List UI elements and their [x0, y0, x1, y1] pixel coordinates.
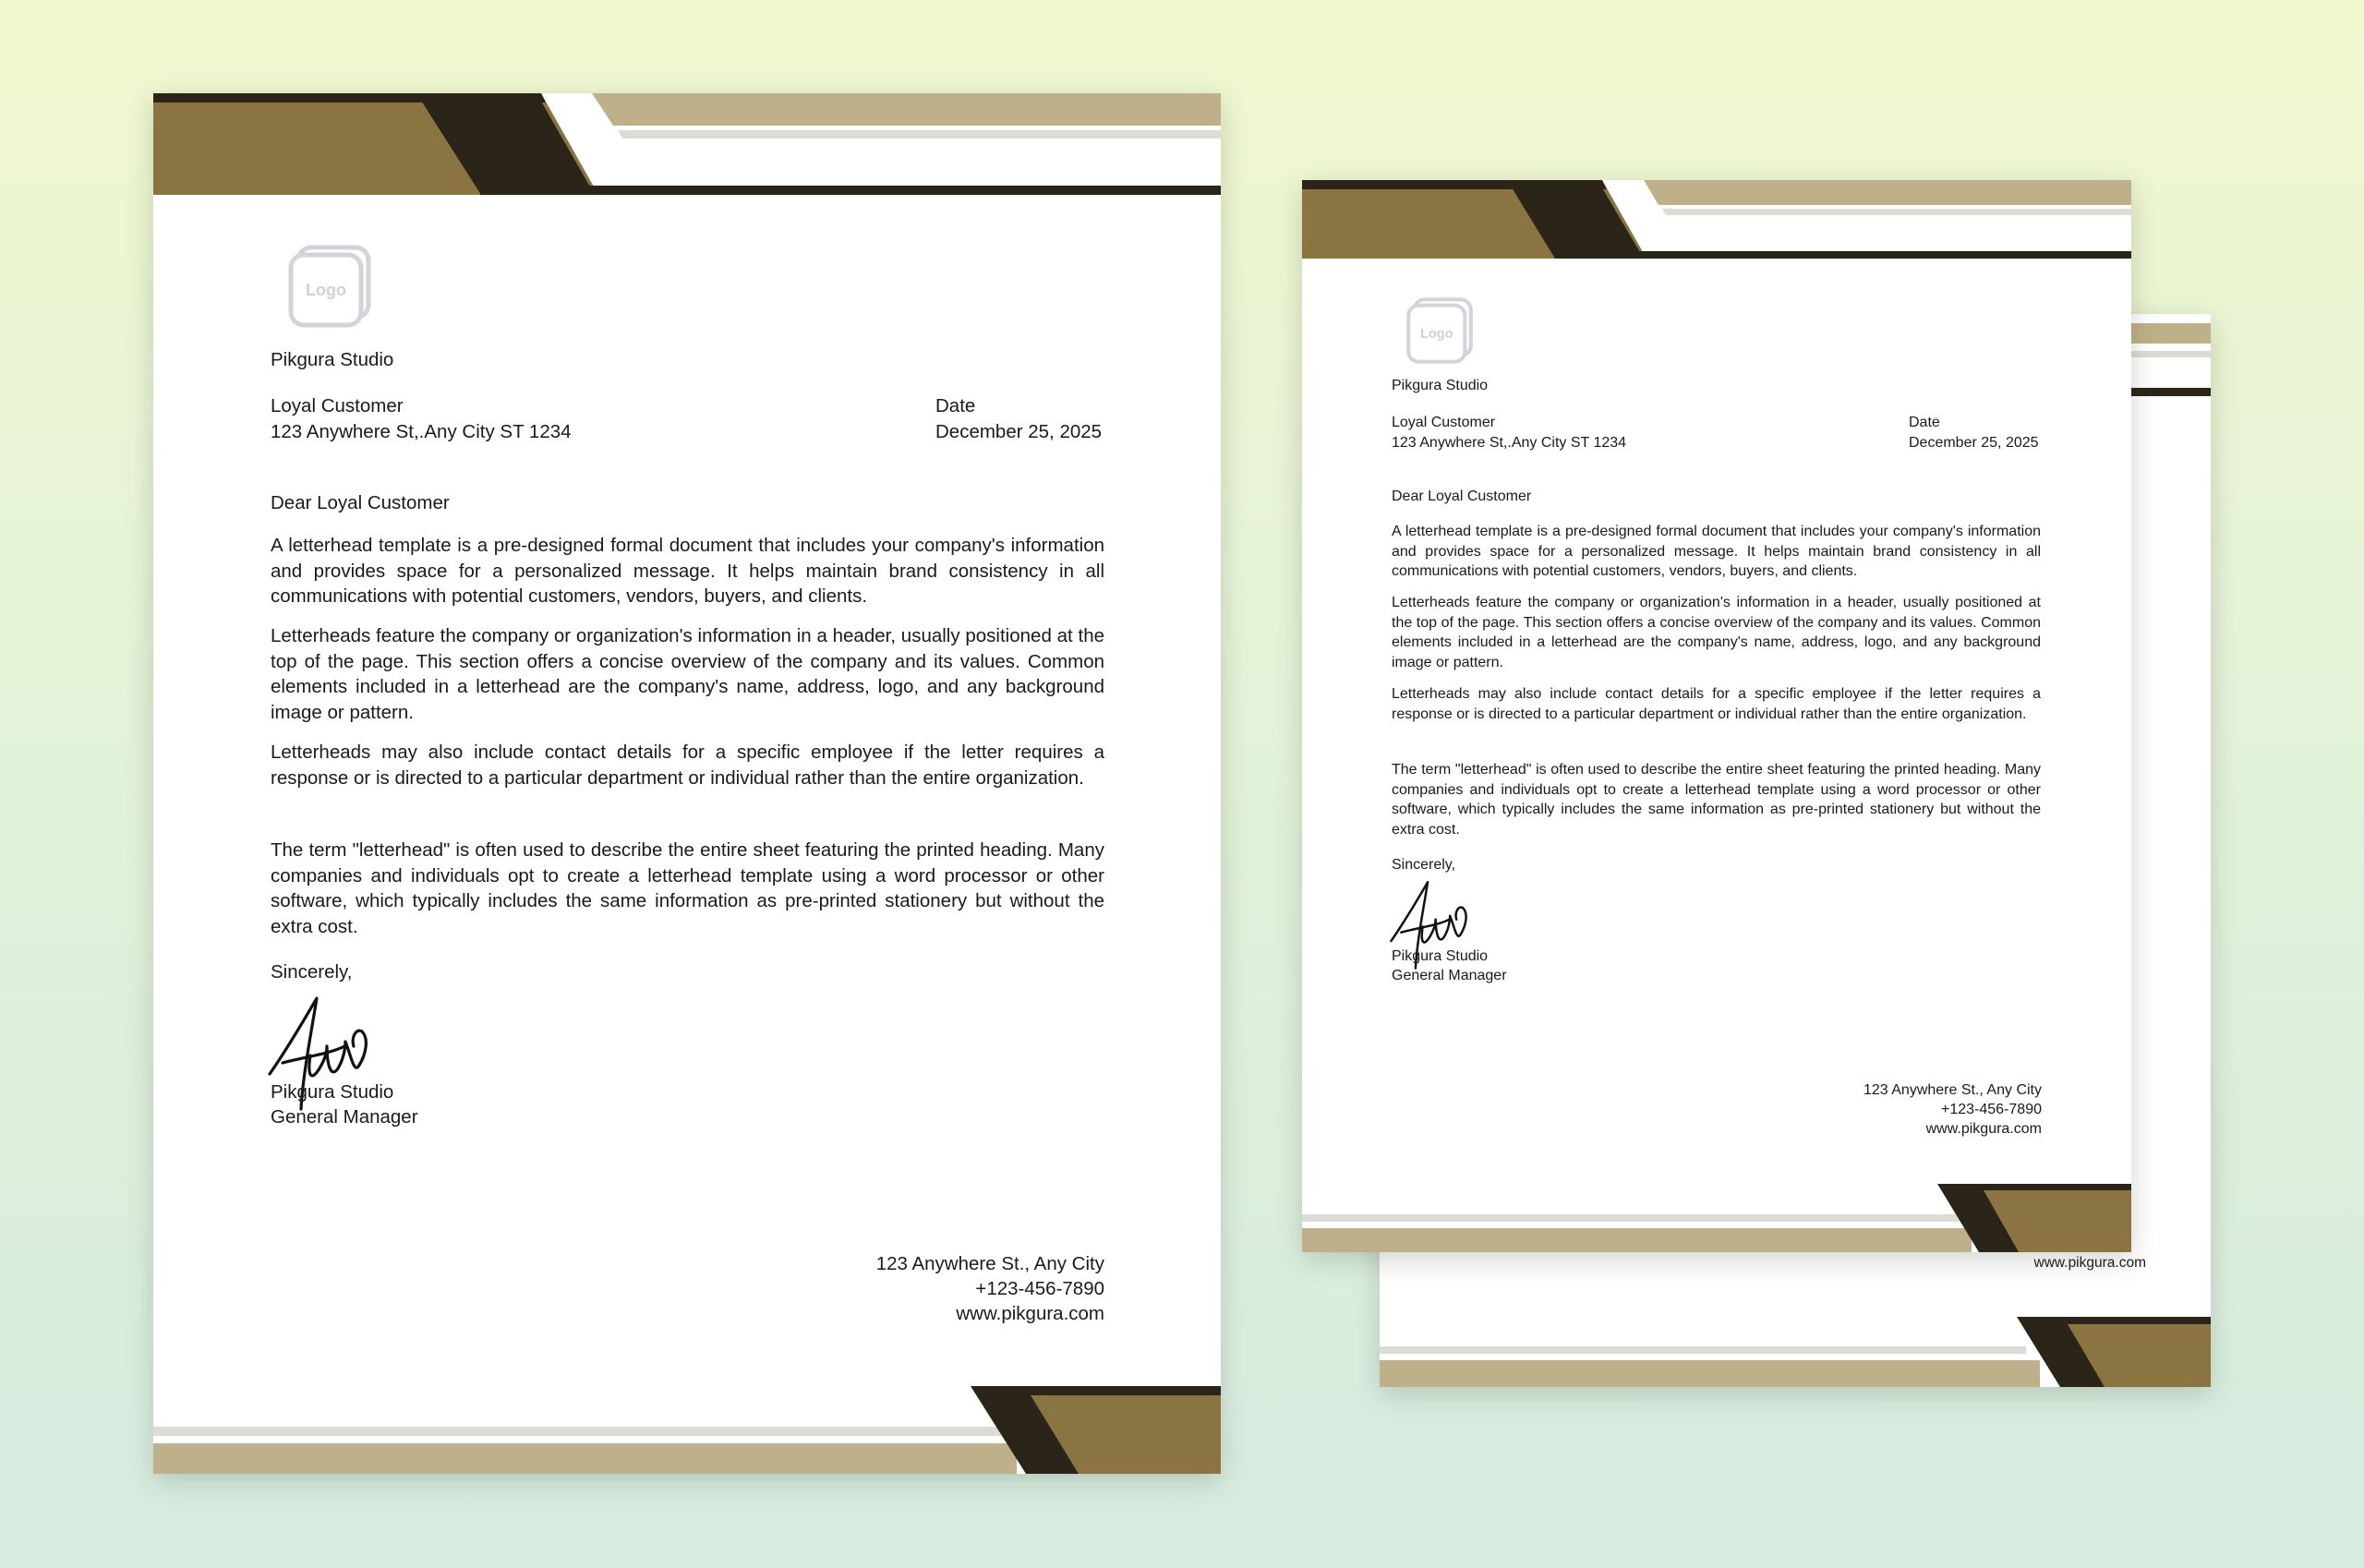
footer-phone: +123-456-7890	[975, 1278, 1104, 1299]
date-label: Date	[935, 395, 976, 416]
small-signer-title: General Manager	[1392, 968, 1507, 983]
recipient-name: Loyal Customer	[271, 395, 404, 416]
small-recipient-address: 123 Anywhere St,.Any City ST 1234	[1392, 435, 1627, 451]
letter-content	[153, 93, 1221, 1474]
logo-placeholder-icon	[287, 244, 372, 329]
recipient-address: 123 Anywhere St,.Any City ST 1234	[271, 421, 572, 442]
small-footer-website: www.pikgura.com	[1925, 1121, 2042, 1137]
small-salutation: Dear Loyal Customer	[1392, 488, 1532, 504]
svg-text:Logo: Logo	[306, 281, 346, 299]
small-letter-content	[1302, 180, 2131, 1252]
signer-company: Pikgura Studio	[271, 1081, 394, 1103]
body-paragraph-3: Letterheads may also include contact details for a specific employee if the letter requires a response or is directed to a particular department or individual rather than the entire organization.	[271, 742, 1104, 789]
footer-website: www.pikgura.com	[956, 1303, 1104, 1324]
company-name: Pikgura Studio	[271, 349, 394, 370]
back-footer-tan-band	[1380, 1360, 2040, 1387]
date-value: December 25, 2025	[935, 421, 1103, 442]
small-date-value: December 25, 2025	[1909, 435, 2039, 451]
small-body-paragraph-2: Letterheads feature the company or organization's information in a header, usually positioned at the top of the page. This section offers a concise overview of the company and its values. Common elements included in a letterhead are the company's name, address, logo, and any background image or pattern.	[1392, 595, 2041, 670]
back-footer-gray-line	[1380, 1346, 2026, 1354]
body-paragraph-2: Letterheads feature the company or organization's information in a header, usually positioned at the top of the page. This section offers a concise overview of the company and its values. Common elements included in a letterhead are the company's name, address, logo, and any background image or pattern.	[271, 625, 1104, 723]
small-logo-placeholder-icon	[1405, 296, 1474, 365]
body-paragraph-4: The term "letterhead" is often used to describe the entire sheet featuring the printed heading. Many companies and individuals opt to create a letterhead template using a word processor or other software, which typically includes the same information as pre-printed stationery but without the extra cost.	[271, 839, 1104, 937]
small-recipient-name: Loyal Customer	[1392, 415, 1496, 430]
signer-title: General Manager	[271, 1106, 418, 1128]
small-date-label: Date	[1909, 415, 1940, 430]
small-company-name: Pikgura Studio	[1392, 378, 1489, 393]
closing: Sincerely,	[271, 961, 353, 983]
small-footer-address: 123 Anywhere St., Any City	[1863, 1082, 2042, 1098]
small-body-paragraph-4: The term "letterhead" is often used to describe the entire sheet featuring the printed heading. Many companies and individuals opt to create a letterhead template using a word processor or other software, which typically includes the same information as pre-printed stationery but without the extra cost.	[1392, 762, 2041, 838]
footer-address: 123 Anywhere St., Any City	[875, 1253, 1104, 1274]
letterhead-large	[153, 93, 1221, 1474]
svg-text:Logo: Logo	[1420, 327, 1453, 343]
small-body-paragraph-1: A letterhead template is a pre-designed formal document that includes your company's information and provides space for a personalized message. It helps maintain brand consistency in all communications with potential customers, vendors, buyers, and clients.	[1392, 524, 2041, 579]
small-closing: Sincerely,	[1392, 857, 1456, 873]
salutation: Dear Loyal Customer	[271, 492, 450, 513]
body-paragraph-1: A letterhead template is a pre-designed formal document that includes your company's information and provides space for a personalized message. It helps maintain brand consistency in all communications with potential customers, vendors, buyers, and clients.	[271, 535, 1104, 607]
small-signer-company: Pikgura Studio	[1392, 948, 1489, 964]
letterhead-small	[1302, 180, 2131, 1252]
back-footer-website: www.pikgura.com	[2033, 1255, 2146, 1271]
small-body-paragraph-3: Letterheads may also include contact details for a specific employee if the letter requires a response or is directed to a particular department or individual rather than the entire organization.	[1392, 686, 2041, 722]
small-footer-phone: +123-456-7890	[1941, 1102, 2042, 1117]
